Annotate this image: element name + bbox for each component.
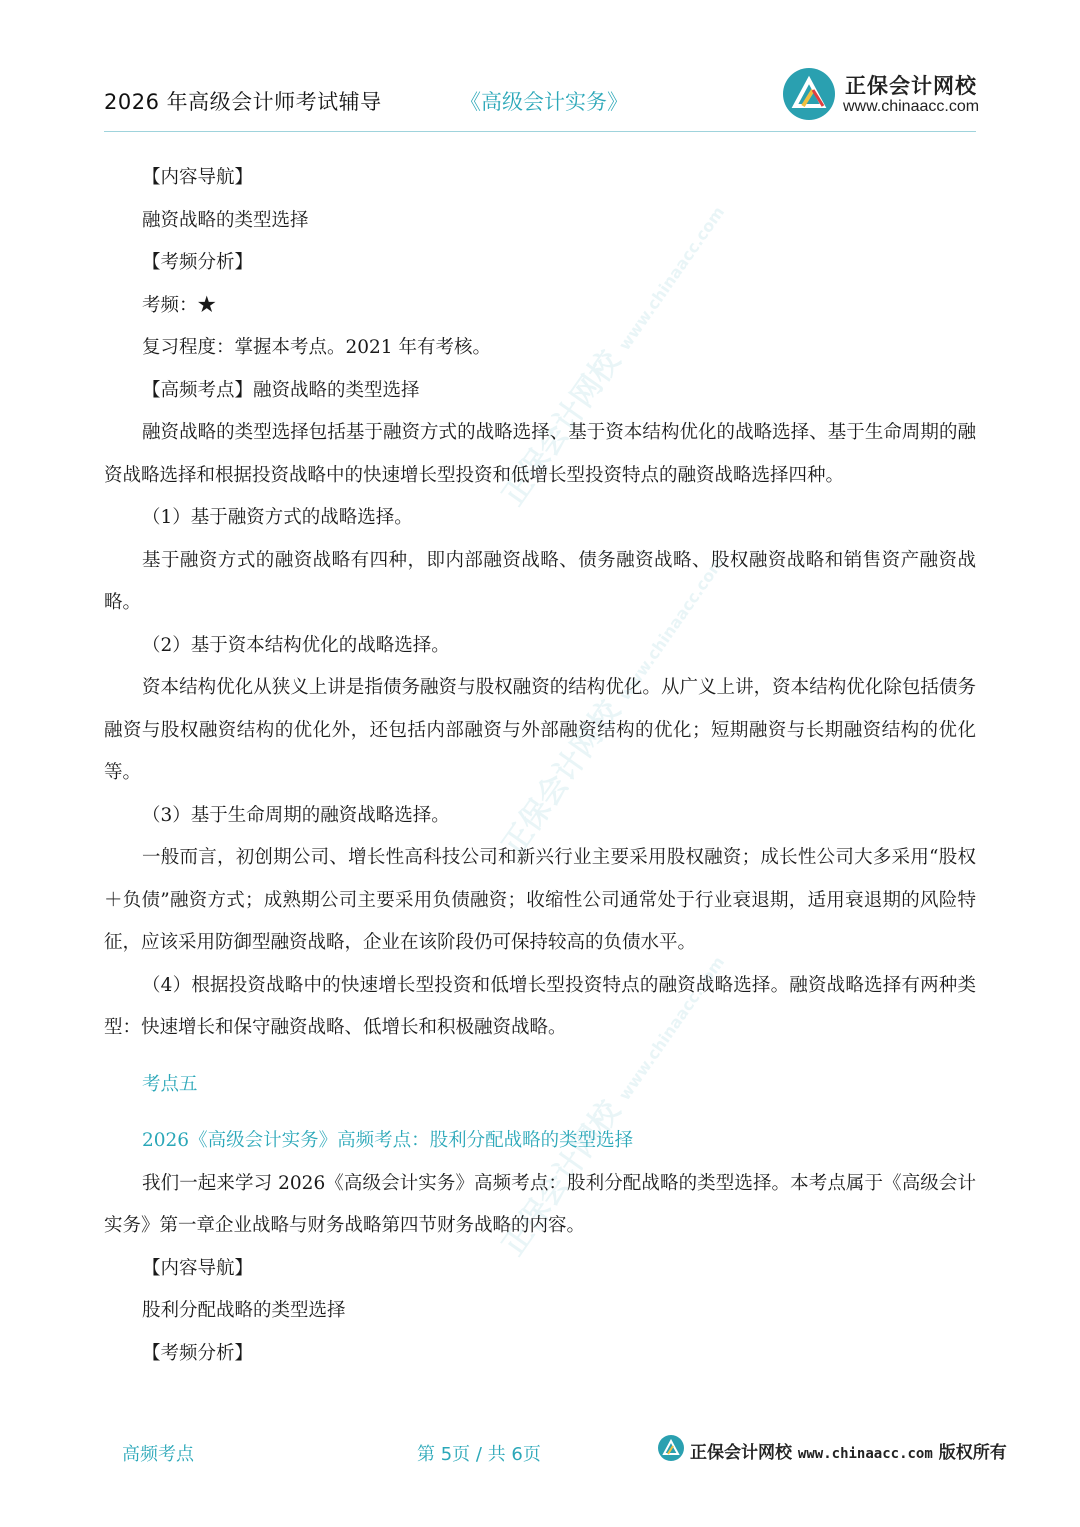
item-3-title: （3）基于生命周期的融资战略选择。 — [142, 804, 450, 826]
header-book-title: 《高级会计实务》 — [460, 90, 628, 114]
section-intro: 我们一起来学习 2026《高级会计实务》高频考点：股利分配战略的类型选择。本考点属于《高级会计实务》第一章企业战略与财务战略第四节财务战略的内容。 — [104, 1172, 976, 1236]
section-title: 2026《高级会计实务》高频考点：股利分配战略的类型选择 — [142, 1130, 634, 1151]
footer-section-name: 高频考点 — [122, 1444, 194, 1465]
item-1-title: （1）基于融资方式的战略选择。 — [142, 507, 413, 528]
item-3-text: 一般而言，初创期公司、增长性高科技公司和新兴行业主要采用股权融资；成长性公司大多采用“股权＋负债”融资方式；成熟期公司主要采用负债融资；收缩性公司通常处于行业衰退期，适用衰退期的风险特征，应该采用防御型融资战略，企业在该阶段仍可保持较高的负债水平。 — [104, 847, 976, 953]
logo-url: www.chinaacc.com — [843, 98, 980, 115]
watermark: 正保会计网校 www.chinaacc.com — [495, 202, 729, 513]
content-nav-text: 融资战略的类型选择 — [142, 209, 309, 231]
review-level: 复习程度：掌握本考点。2021 年有考核。 — [142, 337, 491, 358]
page-indicator: 第 5页 / 共 6页 — [417, 1444, 541, 1465]
hot-topic-label: 【高频考点】 — [142, 379, 254, 401]
footer-copyright — [690, 1438, 1007, 1463]
chinaacc-logo-icon — [658, 1435, 684, 1461]
document-body — [104, 157, 976, 1375]
item-1-text: 基于融资方式的融资战略有四种，即内部融资战略、债务融资战略、股权融资战略和销售资产融资战略。 — [104, 549, 976, 613]
footer-url: www.chinaacc.com — [797, 1446, 933, 1462]
content-nav-heading: 【内容导航】 — [142, 1257, 254, 1279]
section-label: 考点五 — [142, 1073, 198, 1095]
chinaacc-logo-icon — [783, 68, 835, 120]
item-2-title: （2）基于资本结构优化的战略选择。 — [142, 634, 450, 656]
header-divider — [104, 131, 976, 132]
intro-paragraph: 融资战略的类型选择包括基于融资方式的战略选择、基于资本结构优化的战略选择、基于生命周期的融资战略选择和根据投资战略中的快速增长型投资和低增长型投资特点的融资战略选择四种。 — [104, 422, 976, 486]
hot-topic-title: 融资战略的类型选择 — [253, 379, 420, 401]
footer-rights: 版权所有 — [938, 1443, 1007, 1463]
page-header — [0, 0, 1080, 135]
footer-brand: 正保会计网校 — [690, 1443, 792, 1463]
watermark: 正保会计网校 www.chinaacc.com — [495, 952, 729, 1263]
logo-brand-name: 正保会计网校 — [845, 74, 977, 98]
page-footer — [0, 1420, 1080, 1480]
header-exam-title: 2026 年高级会计师考试辅导 — [104, 90, 382, 114]
content-nav-heading: 【内容导航】 — [142, 167, 254, 188]
item-2-text: 资本结构优化从狭义上讲是指债务融资与股权融资的结构优化。从广义上讲，资本结构优化除包括债务融资与股权融资结构的优化外，还包括内部融资与外部融资结构的优化；短期融资与长期融资结构的优化等。 — [104, 677, 976, 783]
frequency-heading: 【考频分析】 — [142, 1342, 254, 1364]
content-nav-text: 股利分配战略的类型选择 — [142, 1300, 346, 1321]
frequency-rating: 考频：★ — [142, 294, 217, 316]
frequency-heading: 【考频分析】 — [142, 252, 254, 273]
item-4-text: （4）根据投资战略中的快速增长型投资和低增长型投资特点的融资战略选择。融资战略选择有两种类型：快速增长和保守融资战略、低增长和积极融资战略。 — [104, 974, 976, 1038]
hot-topic-heading — [104, 370, 976, 413]
watermark: 正保会计网校 www.chinaacc.com — [495, 552, 729, 863]
